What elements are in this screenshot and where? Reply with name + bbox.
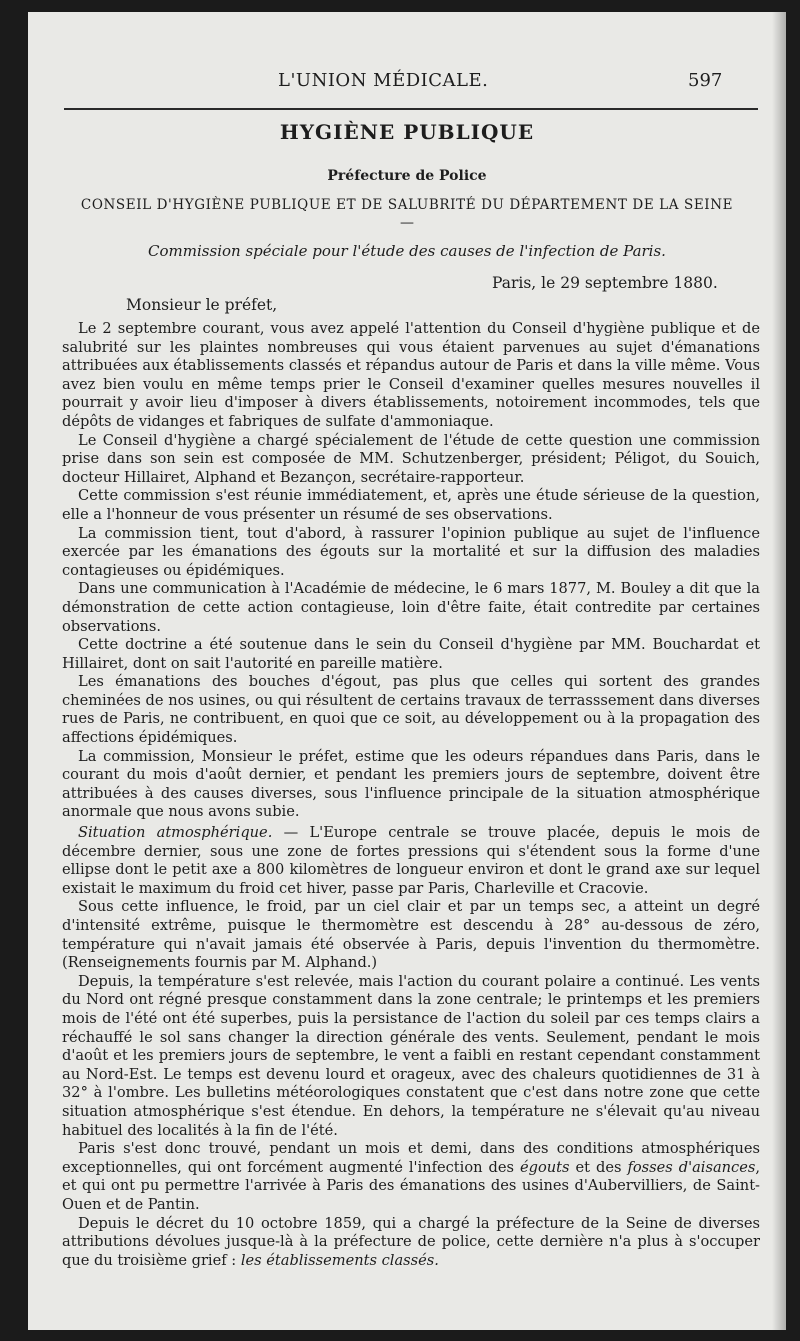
paragraph-10: Sous cette influence, le froid, par un ciel clair et par un temps sec, a atteint un degré d'intensité extrême, puisque le thermomètre est descendu à 28° au-dessous de zéro, température qui n'avait jamais été observée à Paris, depuis l'invention du thermomètre. (Renseignements fournis par M. Alphand.): [62, 898, 760, 972]
paragraph-5: Dans une communication à l'Académie de médecine, le 6 mars 1877, M. Bouley a dit que la démonstration de cette action contagieuse, loin d'être faite, était contredite par certaines observations.: [62, 580, 760, 635]
paragraph-8: La commission, Monsieur le préfet, estime que les odeurs répandues dans Paris, dans le courant du mois d'août dernier, et pendant les premiers jours de septembre, doivent être attribuées à des causes diverses, sous l'influence principale de la situation atmosphérique anormale que nous avons subie.: [62, 747, 760, 821]
separator-dash: —: [400, 215, 414, 231]
paragraph-12-text-a: Paris s'est donc trouvé, pendant un mois et demi, dans des conditions atmosphériques exceptionnelles, qui ont forcément augmenté l'infection des: [62, 1140, 760, 1176]
document-page: [28, 12, 786, 1330]
paragraph-9-lead: Situation atmosphérique.: [78, 824, 273, 842]
paragraph-4: La commission tient, tout d'abord, à rassurer l'opinion publique au sujet de l'influence exercée par les émanations des égouts sur la mortalité et sur la diffusion des maladies contagieuses ou épidémiques.: [62, 524, 760, 579]
running-title: L'UNION MÉDICALE.: [278, 70, 489, 91]
paragraph-11: Depuis, la température s'est relevée, mais l'action du courant polaire a continué. Les vents du Nord ont régné presque constamment dans la zone centrale; le printemps et les premiers mois de l'été ont été superbes, puis la persistance de l'action du soleil par ces temps clairs a réchauffé le sol sans changer la direction générale des vents. Seulement, pendant le mois d'août et les premiers jours de septembre, le vent a faibli en restant cependant constamment au Nord-Est. Le temps est devenu lourd et orageux, avec des chaleurs quotidiennes de 31 à 32° à l'ombre. Les bulletins météorologiques constatent que c'est dans notre zone que cette situation atmosphérique s'est étendue. En dehors, la température ne s'élevait qu'au niveau habituel des localités à la fin de l'été.: [62, 972, 760, 1139]
paragraph-7: Les émanations des bouches d'égout, pas plus que celles qui sortent des grandes cheminées de nos usines, ou qui résultent de certains travaux de terrasssement dans diverses rues de Paris, ne contribuent, en quoi que ce soit, au développement ou à la propagation des affections épidémiques.: [62, 673, 760, 747]
paragraph-12: [62, 1140, 760, 1214]
paragraph-1: Le 2 septembre courant, vous avez appelé l'attention du Conseil d'hygiène publique et de salubrité sur les plaintes nombreuses qui vous étaient parvenues au sujet d'émanations attribuées aux établissements classés et répandus autour de Paris et dans la ville même. Vous avez bien voulu en même temps prier le Conseil d'examiner quelles mesures nouvelles il pourrait y avoir lieu d'imposer à divers établissements, notoirement incommodes, tels que dépôts de vidanges et fabriques de sulfate d'ammoniaque.: [62, 320, 760, 430]
letter-body: [62, 320, 760, 1270]
paragraph-6: Cette doctrine a été soutenue dans le sein du Conseil d'hygiène par MM. Bouchardat et Hillairet, dont on sait l'autorité en pareille matière.: [62, 636, 760, 672]
salutation: Monsieur le préfet,: [126, 296, 278, 314]
paragraph-13-emphasis: les établissements classés.: [240, 1251, 439, 1269]
paragraph-12-text-c: et des: [569, 1158, 628, 1176]
dateline: Paris, le 29 septembre 1880.: [492, 274, 718, 292]
council-heading: CONSEIL D'HYGIÈNE PUBLIQUE ET DE SALUBRITÉ DU DÉPARTEMENT DE LA SEINE: [80, 197, 734, 213]
paragraph-9: [62, 824, 760, 898]
paragraph-3: Cette commission s'est réunie immédiatement, et, après une étude sérieuse de la question, elle a l'honneur de vous présenter un résumé de ses observations.: [62, 487, 760, 523]
page-number: 597: [688, 70, 723, 91]
paragraph-12-text-e: , et qui ont pu permettre l'arrivée à Paris des émanations des usines d'Aubervilliers, de Saint-Ouen et de Pantin.: [62, 1158, 760, 1213]
paragraph-12-egouts: égouts: [519, 1158, 570, 1176]
paragraph-2: Le Conseil d'hygiène a chargé spécialement de l'étude de cette question une commission prise dans son sein est composée de MM. Schutzenberger, président; Péligot, du Souich, docteur Hillairet, Alphand et Bezançon, secrétaire-rapporteur.: [62, 431, 760, 486]
commission-heading: Commission spéciale pour l'étude des causes de l'infection de Paris.: [148, 242, 666, 260]
page-header: [28, 70, 786, 100]
paragraph-13-text: Depuis le décret du 10 octobre 1859, qui a chargé la préfecture de la Seine de diverses attributions dévolues jusque-là à la préfecture de police, cette dernière n'a plus à s'occuper que du troisième grief :: [62, 1214, 760, 1269]
section-title: HYGIÈNE PUBLIQUE: [279, 120, 535, 144]
paragraph-9-text: — L'Europe centrale se trouve placée, depuis le mois de décembre dernier, sous une zone de fortes pressions qui s'étendent sous la forme d'une ellipse dont le petit axe a 800 kilomètres de longueur environ et dont le grand axe sur lequel existait le maximum du froid cet hiver, passe par Paris, Charleville et Cracovie.: [62, 824, 760, 897]
paragraph-13: [62, 1215, 760, 1271]
header-rule: [64, 108, 758, 110]
prefecture-heading: Préfecture de Police: [327, 168, 487, 184]
paragraph-12-fosses: fosses d'aisances: [627, 1158, 756, 1176]
